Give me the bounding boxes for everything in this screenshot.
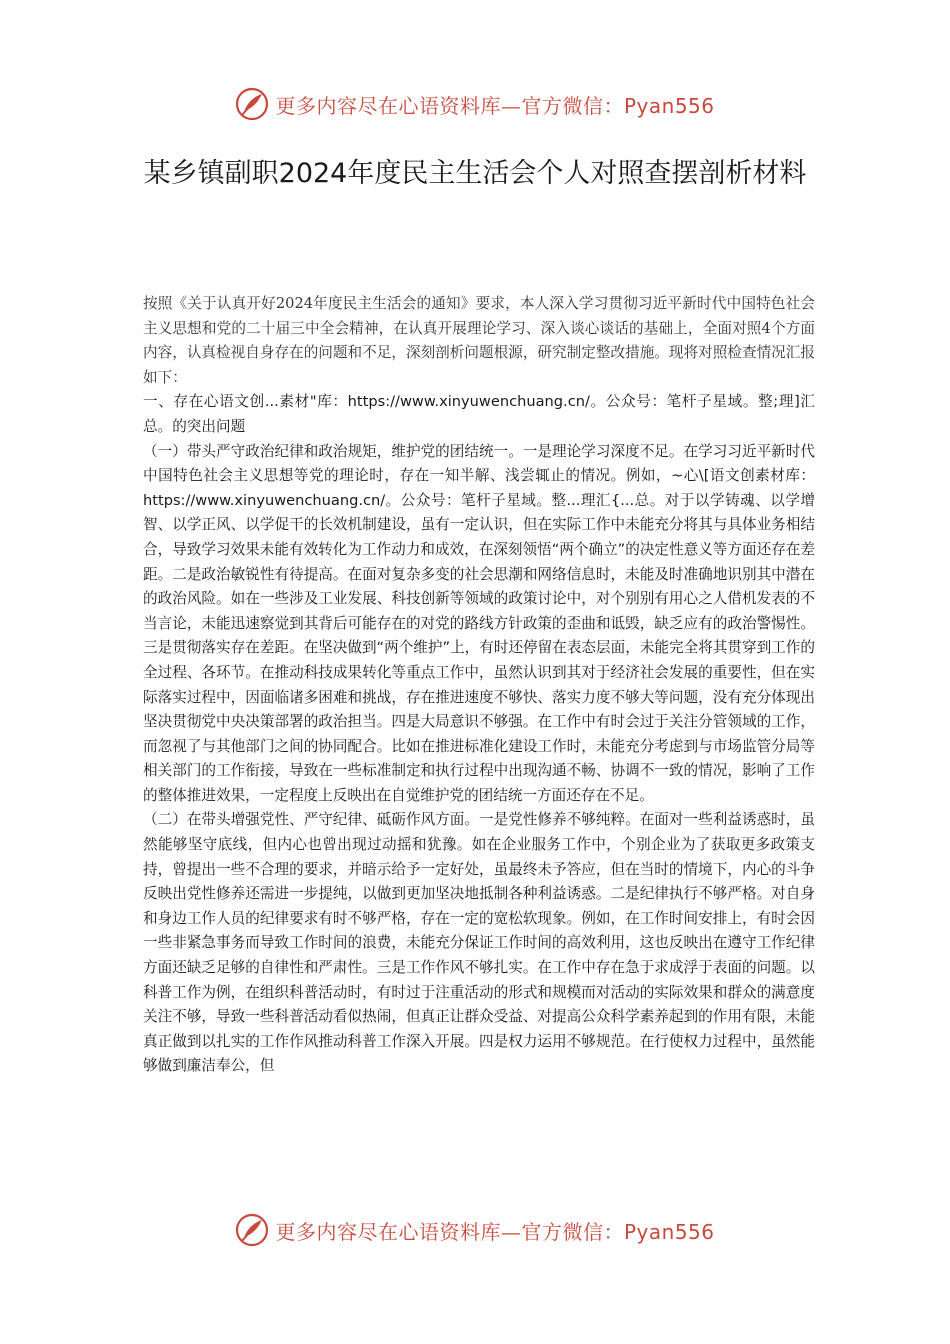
section-heading-1: 一、存在心语文创...素材"库：https://www.xinyuwenchuang.cn/。公众号：笔杆子星域。整;理]汇总。的突出问题 xyxy=(143,393,815,435)
footer-banner xyxy=(0,1208,950,1252)
header-banner-id: Pyan556 xyxy=(623,93,715,118)
footer-banner-text xyxy=(275,1216,714,1245)
document-title: 某乡镇副职2024年度民主生活会个人对照查摆剖析材料 xyxy=(143,158,807,189)
header-banner-label: 更多内容尽在心语资料库—官方微信： xyxy=(275,93,624,118)
document-body xyxy=(143,292,815,1079)
feather-logo-icon xyxy=(235,1213,269,1247)
paragraph-1: （一）带头严守政治纪律和政治规矩，维护党的团结统一。一是理论学习深度不足。在学习习近平新时代中国特色社会主义思想等党的理论时，存在一知半解、浅尝辄止的情况。例如，~心\[语文创素材库：https://www.xinyuwenchuang.cn/。公众号：笔杆子星域。整...理汇{...总。对于以学铸魂、以学增智、以学正风、以学促干的长效机制建设，虽有一定认识，但在实际工作中未能充分将其与具体业务相结合，导致学习效果未能有效转化为工作动力和成效，在深刻领悟“两个确立”的决定性意义等方面还存在差距。二是政治敏锐性有待提高。在面对复杂多变的社会思潮和网络信息时，未能及时准确地识别其中潜在的政治风险。如在一些涉及工业发展、科技创新等领域的政策讨论中，对个别别有用心之人借机发表的不当言论，未能迅速察觉到其背后可能存在的对党的路线方针政策的歪曲和诋毁，缺乏应有的政治警惕性。三是贯彻落实存在差距。在坚决做到“两个维护”上，有时还停留在表态层面，未能完全将其贯穿到工作的全过程、各环节。在推动科技成果转化等重点工作中，虽然认识到其对于经济社会发展的重要性，但在实际落实过程中，因面临诸多困难和挑战，存在推进速度不够快、落实力度不够大等问题，没有充分体现出坚决贯彻党中央决策部署的政治担当。四是大局意识不够强。在工作中有时会过于关注分管领域的工作，而忽视了与其他部门之间的协同配合。比如在推进标准化建设工作时，未能充分考虑到与市场监管分局等相关部门的工作衔接，导致在一些标准制定和执行过程中出现沟通不畅、协调不一致的情况，影响了工作的整体推进效果，一定程度上反映出在自觉维护党的团结统一方面还存在不足。 xyxy=(143,442,815,804)
intro-paragraph: 按照《关于认真开好2024年度民主生活会的通知》要求，本人深入学习贯彻习近平新时代中国特色社会主义思想和党的二十届三中全会精神，在认真开展理论学习、深入谈心谈话的基础上，全面对照4个方面内容，认真检视自身存在的问题和不足，深刻剖析问题根源，研究制定整改措施。现将对照检查情况汇报如下： xyxy=(143,295,815,386)
header-banner xyxy=(0,82,950,126)
paragraph-2: （二）在带头增强党性、严守纪律、砥砺作风方面。一是党性修养不够纯粹。在面对一些利益诱惑时，虽然能够坚守底线，但内心也曾出现过动摇和犹豫。如在企业服务工作中，个别企业为了获取更多政策支持，曾提出一些不合理的要求，并暗示给予一定好处，虽最终未予答应，但在当时的情境下，内心的斗争反映出党性修养还需进一步提纯，以做到更加坚决地抵制各种利益诱惑。二是纪律执行不够严格。对自身和身边工作人员的纪律要求有时不够严格，存在一定的宽松软现象。例如，在工作时间安排上，有时会因一些非紧急事务而导致工作时间的浪费，未能充分保证工作时间的高效利用，这也反映出在遵守工作纪律方面还缺乏足够的自律性和严肃性。三是工作作风不够扎实。在工作中存在急于求成浮于表面的问题。以科普工作为例，在组织科普活动时，有时过于注重活动的形式和规模而对活动的实际效果和群众的满意度关注不够，导致一些科普活动看似热闹，但真正让群众受益、对提高公众科学素养起到的作用有限，未能真正做到以扎实的工作作风推动科普工作深入开展。四是权力运用不够规范。在行使权力过程中，虽然能够做到廉洁奉公，但 xyxy=(143,811,815,1075)
footer-banner-id: Pyan556 xyxy=(623,1219,715,1244)
footer-banner-label: 更多内容尽在心语资料库—官方微信： xyxy=(275,1219,624,1244)
feather-logo-icon xyxy=(235,87,269,121)
header-banner-text xyxy=(275,90,714,119)
